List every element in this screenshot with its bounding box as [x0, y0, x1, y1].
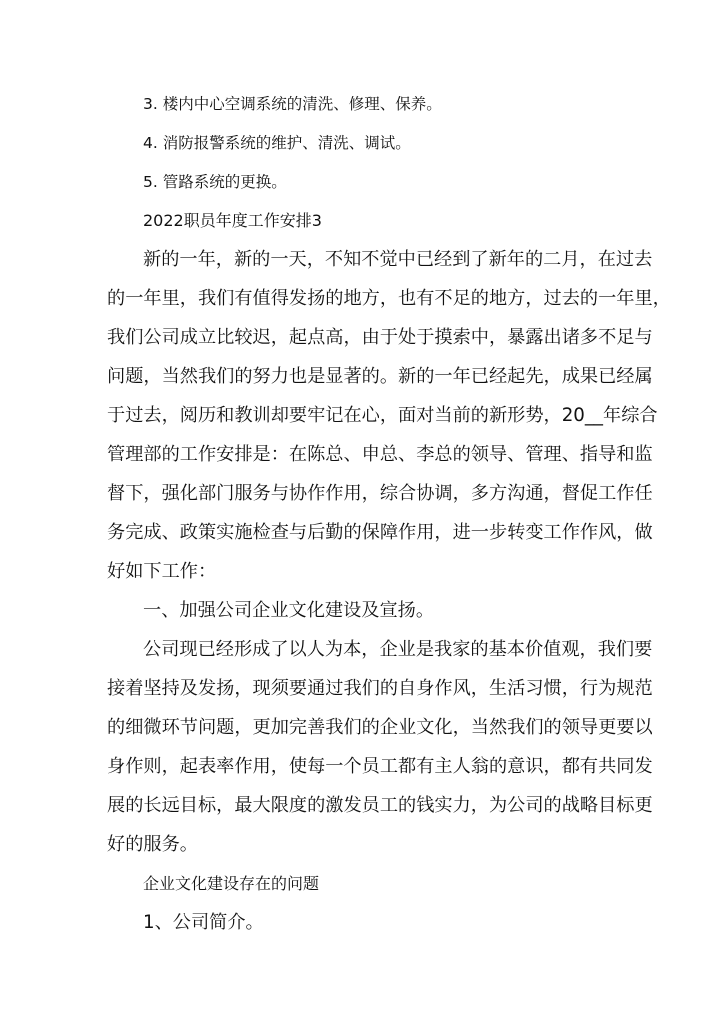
- paragraph-line: 务完成、政策实施检查与后勤的保障作用，进一步转变工作作风，做: [107, 522, 653, 543]
- paragraph-line: 我们公司成立比较迟，起点高，由于处于摸索中，暴露出诸多不足与: [107, 327, 653, 348]
- paragraph-line: 督下，强化部门服务与协作作用，综合协调，多方沟通，督促工作任: [107, 483, 653, 504]
- paragraph-line: 问题，当然我们的努力也是显著的。新的一年已经起先，成果已经属: [107, 366, 653, 387]
- paragraph-line: 好的服务。: [107, 834, 198, 855]
- paragraph-line: 接着坚持及发扬，现须要通过我们的自身作风，生活习惯，行为规范: [107, 678, 653, 699]
- list-item-3: 3. 楼内中心空调系统的清洗、修理、保养。: [143, 95, 442, 113]
- paragraph-line: 的细微环节问题，更加完善我们的企业文化，当然我们的领导更要以: [107, 717, 653, 738]
- paragraph-line: 于过去，阅历和教训却要牢记在心，面对当前的新形势，20__年综合: [107, 405, 658, 426]
- paragraph-line: 展的长远目标，最大限度的激发员工的钱实力，为公司的战略目标更: [107, 795, 653, 816]
- paragraph-line: 公司现已经形成了以人为本，企业是我家的基本价值观，我们要: [143, 639, 653, 660]
- paragraph-line: 身作则，起表率作用，使每一个员工都有主人翁的意识，都有共同发: [107, 756, 653, 777]
- paragraph-line: 管理部的工作安排是：在陈总、申总、李总的领导、管理、指导和监: [107, 444, 653, 465]
- subheading: 企业文化建设存在的问题: [143, 874, 320, 893]
- paragraph-line: 新的一年，新的一天，不知不觉中已经到了新年的二月，在过去: [143, 249, 653, 270]
- list-item-4: 4. 消防报警系统的维护、清洗、调试。: [143, 134, 411, 152]
- list-item-5: 5. 管路系统的更换。: [143, 173, 287, 191]
- list-item-1: 1、公司简介。: [143, 912, 264, 933]
- section-title: 一、加强公司企业文化建设及宣扬。: [143, 600, 435, 621]
- paragraph-line: 的一年里，我们有值得发扬的地方，也有不足的地方，过去的一年里，: [107, 288, 671, 309]
- section-heading: 2022职员年度工作安排3: [143, 211, 322, 230]
- paragraph-line: 好如下工作：: [107, 561, 217, 582]
